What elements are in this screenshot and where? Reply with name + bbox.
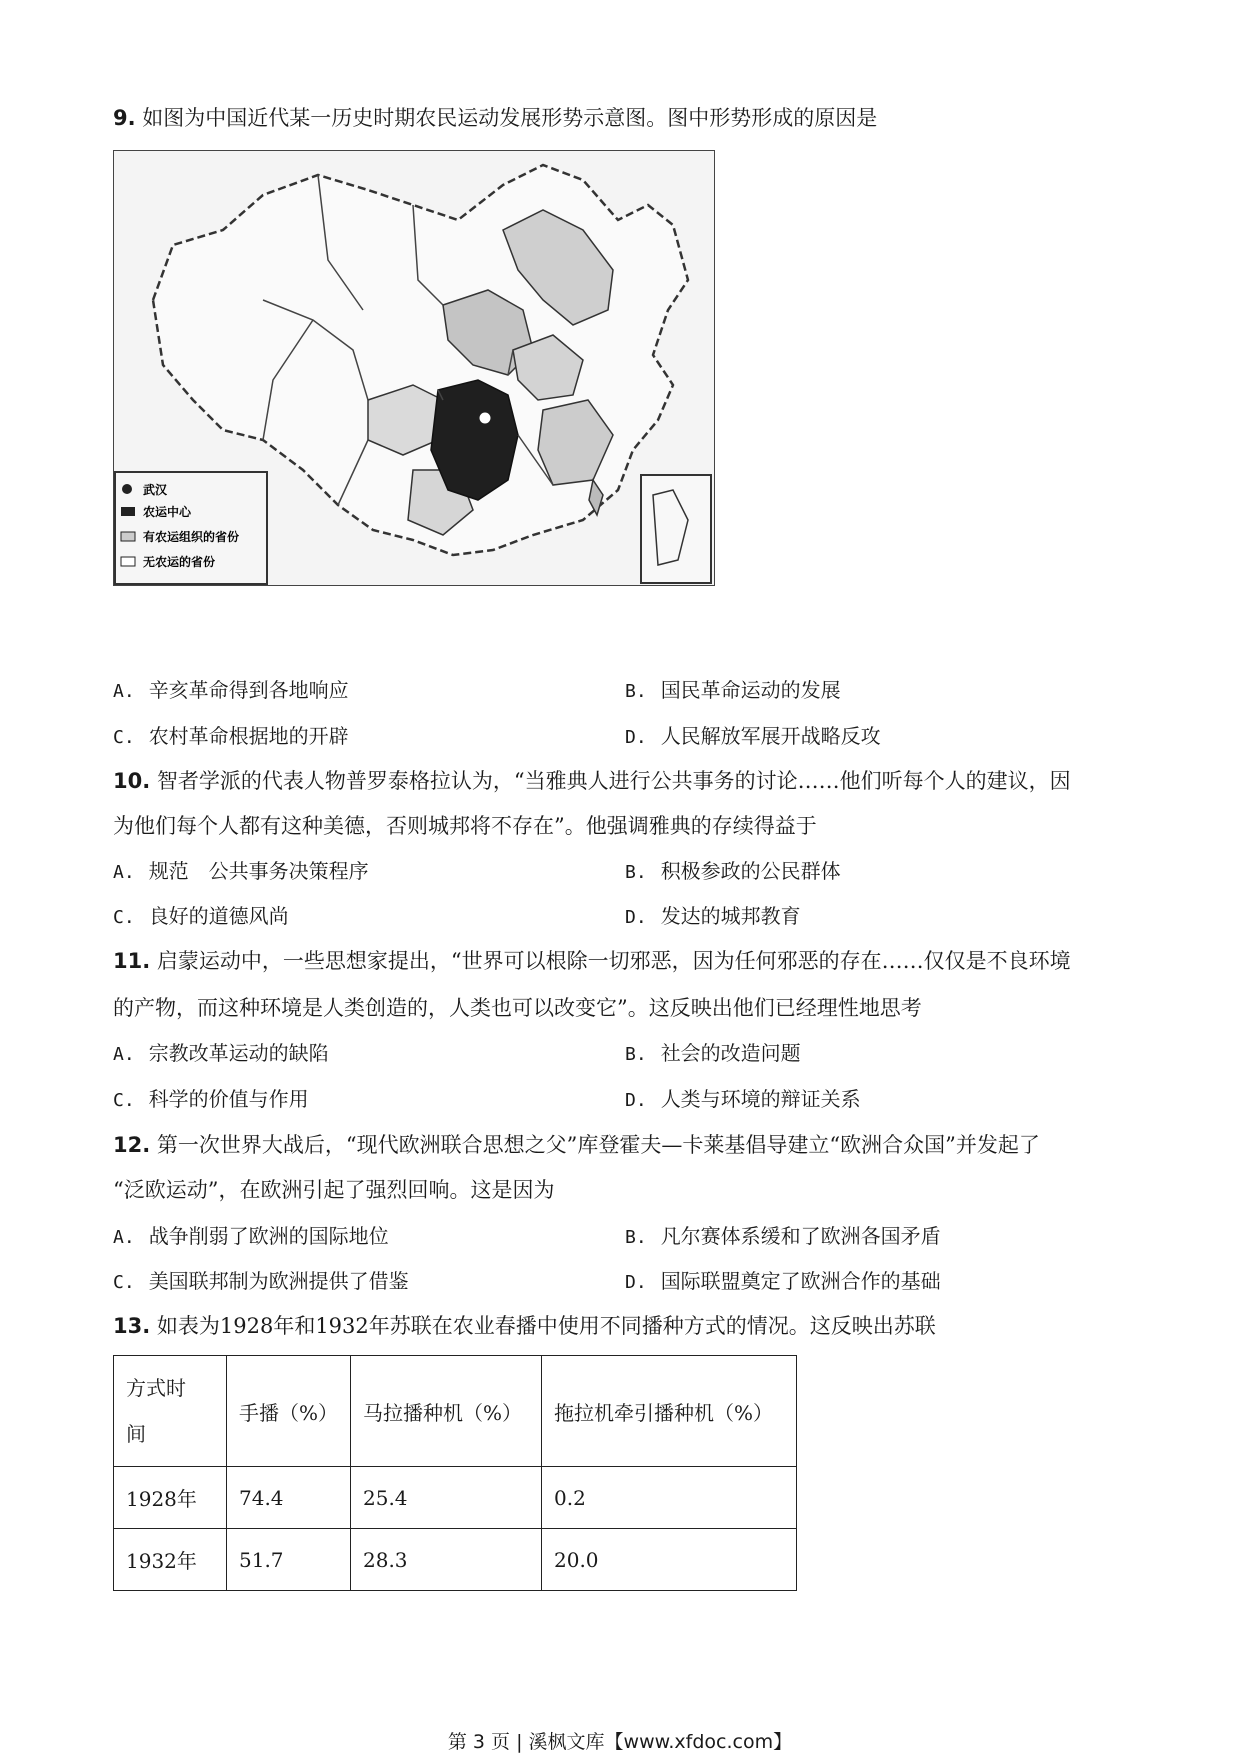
sowing-methods-table xyxy=(113,1355,797,1591)
q10-option-d: D. 发达的城邦教育 xyxy=(625,904,801,928)
q11-number: 11. xyxy=(113,949,151,973)
table-header-row xyxy=(114,1356,797,1467)
q9-option-c: C. 农村革命根据地的开辟 xyxy=(113,724,349,748)
q10-option-a: A. 规范 公共事务决策程序 xyxy=(113,859,369,883)
q12-option-d: D. 国际联盟奠定了欧洲合作的基础 xyxy=(625,1269,941,1293)
q11-stem-line1: 11. 启蒙运动中，一些思想家提出，“世界可以根除一切邪恶，因为任何邪恶的存在……仅仅是不良环境 xyxy=(113,949,1071,973)
table-header-cell: 拖拉机牵引播种机（%） xyxy=(542,1356,797,1467)
peasant-movement-map xyxy=(113,150,715,586)
q9-option-d: D. 人民解放军展开战略反攻 xyxy=(625,724,881,748)
q10-stem-line2: 为他们每个人都有这种美德，否则城邦将不存在”。他强调雅典的存续得益于 xyxy=(113,814,817,838)
legend-center-icon xyxy=(121,507,135,516)
q10-option-b: B. 积极参政的公民群体 xyxy=(625,859,841,883)
table-cell: 51.7 xyxy=(227,1529,351,1591)
table-cell: 25.4 xyxy=(351,1467,542,1529)
table-row xyxy=(114,1529,797,1591)
q12-option-a: A. 战争削弱了欧洲的国际地位 xyxy=(113,1224,389,1248)
q13-stem: 13. 如表为1928年和1932年苏联在农业春播中使用不同播种方式的情况。这反映出苏联 xyxy=(113,1314,936,1338)
legend-organized-icon xyxy=(121,532,135,541)
q12-stem-line1: 12. 第一次世界大战后，“现代欧洲联合思想之父”库登霍夫—卡莱基倡导建立“欧洲合众国”并发起了 xyxy=(113,1133,1040,1157)
q11-option-b: B. 社会的改造问题 xyxy=(625,1041,801,1065)
table-header-cell: 马拉播种机（%） xyxy=(351,1356,542,1467)
page-footer: 第 3 页 | 溪枫文库【www.xfdoc.com】 xyxy=(447,1731,793,1753)
legend-item-wuhan: 武汉 xyxy=(143,483,168,497)
legend-wuhan-icon xyxy=(122,484,132,494)
q9-stem-text: 如图为中国近代某一历史时期农民运动发展形势示意图。图中形势形成的原因是 xyxy=(135,106,878,130)
table-cell: 20.0 xyxy=(542,1529,797,1591)
q12-option-b: B. 凡尔赛体系缓和了欧洲各国矛盾 xyxy=(625,1224,941,1248)
legend-none-icon xyxy=(121,557,135,566)
legend-item-organized: 有农运组织的省份 xyxy=(143,530,240,544)
table-cell: 74.4 xyxy=(227,1467,351,1529)
table-header-cell: 手播（%） xyxy=(227,1356,351,1467)
table-header-cell: 方式时 间 xyxy=(114,1356,227,1467)
table-cell: 1928年 xyxy=(114,1467,227,1529)
table-cell: 1932年 xyxy=(114,1529,227,1591)
q9-option-a: A. 辛亥革命得到各地响应 xyxy=(113,678,349,702)
q12-stem-line2: “泛欧运动”，在欧洲引起了强烈回响。这是因为 xyxy=(113,1178,555,1202)
table-cell: 28.3 xyxy=(351,1529,542,1591)
q12-option-c: C. 美国联邦制为欧洲提供了借鉴 xyxy=(113,1269,409,1293)
q9-number: 9. xyxy=(113,106,136,130)
q12-number: 12. xyxy=(113,1133,151,1157)
q10-stem-line1: 10. 智者学派的代表人物普罗泰格拉认为，“当雅典人进行公共事务的讨论……他们听每个人的建议，因 xyxy=(113,769,1071,793)
q9-stem xyxy=(113,103,877,133)
legend-item-none: 无农运的省份 xyxy=(143,555,216,569)
q11-option-a: A. 宗教改革运动的缺陷 xyxy=(113,1041,329,1065)
q9-option-b: B. 国民革命运动的发展 xyxy=(625,678,841,702)
q11-stem-line2: 的产物，而这种环境是人类创造的，人类也可以改变它”。这反映出他们已经理性地思考 xyxy=(113,996,922,1020)
q13-number: 13. xyxy=(113,1314,151,1338)
table-row xyxy=(114,1467,797,1529)
legend-item-center: 农运中心 xyxy=(143,505,192,519)
q10-number: 10. xyxy=(113,769,151,793)
q10-option-c: C. 良好的道德风尚 xyxy=(113,904,289,928)
q11-option-c: C. 科学的价值与作用 xyxy=(113,1087,309,1111)
q11-option-d: D. 人类与环境的辩证关系 xyxy=(625,1087,861,1111)
table-cell: 0.2 xyxy=(542,1467,797,1529)
